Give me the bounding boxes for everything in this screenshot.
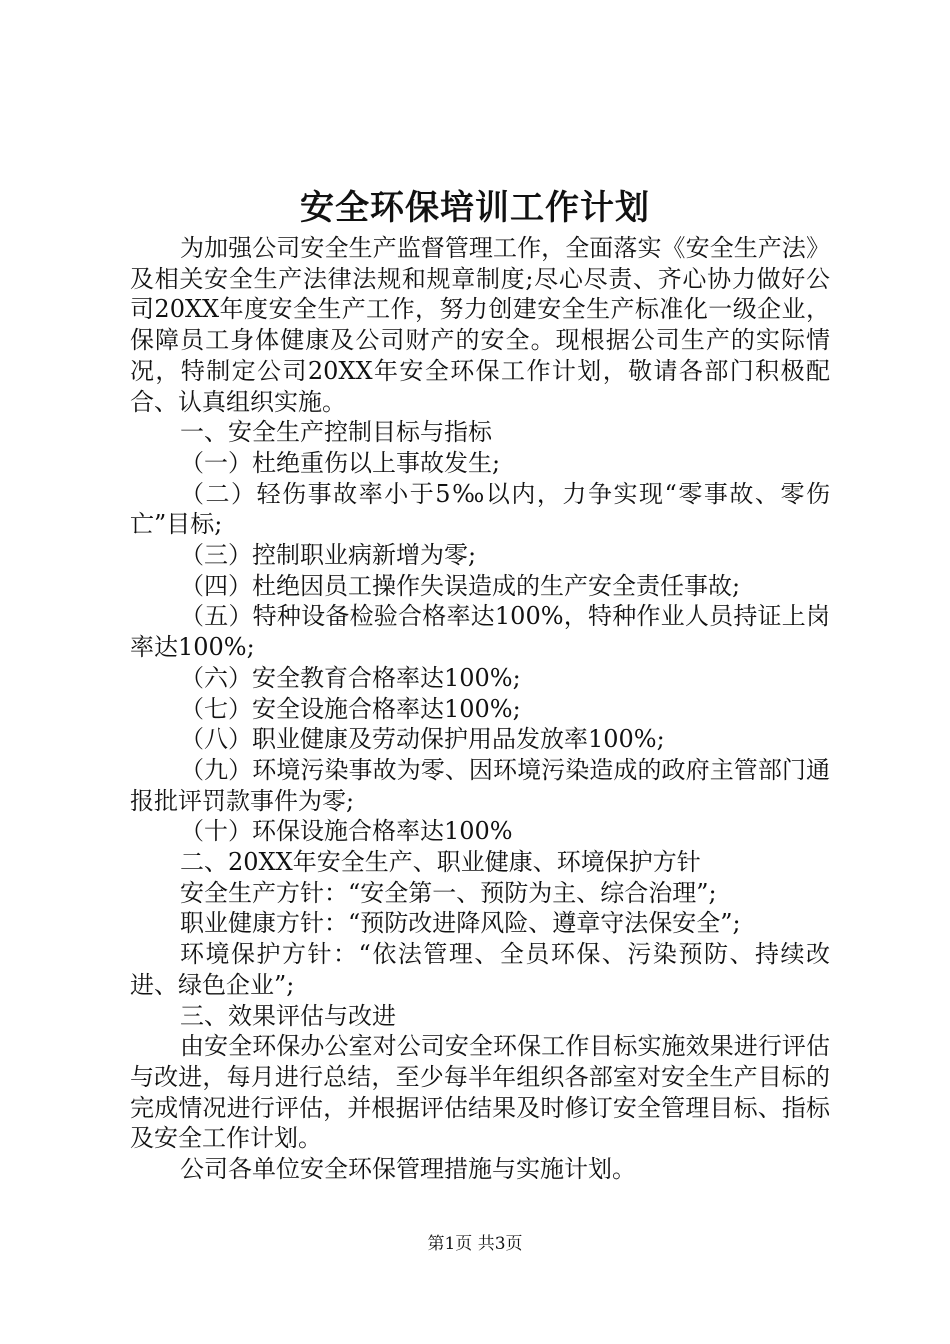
target-item-9: （九）环境污染事故为零、因环境污染造成的政府主管部门通报批评罚款事件为零;	[130, 755, 830, 815]
target-item-7: （七）安全设施合格率达100%;	[180, 694, 521, 723]
target-item-6: （六）安全教育合格率达100%;	[180, 663, 521, 692]
document-body	[130, 233, 830, 1185]
target-item-8: （八）职业健康及劳动保护用品发放率100%;	[180, 725, 665, 754]
evaluation-paragraph: 由安全环保办公室对公司安全环保工作目标实施效果进行评估与改进，每月进行总结，至少每半年组织各部室对安全生产目标的完成情况进行评估，并根据评估结果及时修订安全管理目标、指标及安全工作计划。	[130, 1032, 830, 1153]
section-3-heading: 三、效果评估与改进	[180, 1001, 396, 1030]
health-policy: 职业健康方针：“预防改进降风险、遵章守法保安全”;	[180, 909, 741, 938]
environment-policy: 环境保护方针：“依法管理、全员环保、污染预防、持续改进、绿色企业”;	[130, 940, 830, 999]
section-1-heading: 一、安全生产控制目标与指标	[180, 418, 492, 447]
page-number: 第1页 共3页	[427, 1234, 523, 1254]
target-item-10: （十）环保设施合格率达100%	[180, 817, 513, 846]
target-item-1: （一）杜绝重伤以上事故发生;	[180, 448, 501, 477]
section-2-heading: 二、20XX年安全生产、职业健康、环境保护方针	[180, 848, 701, 877]
target-item-4: （四）杜绝因员工操作失误造成的生产安全责任事故;	[180, 571, 741, 600]
document-title: 安全环保培训工作计划	[300, 188, 650, 228]
intro-paragraph: 为加强公司安全生产监督管理工作，全面落实《安全生产法》及相关安全生产法律法规和规章制度;尽心尽责、齐心协力做好公司20XX年度安全生产工作，努力创建安全生产标准化一级企业，保障员工身体健康及公司财产的安全。现根据公司生产的实际情况，特制定公司20XX年安全环保工作计划，敬请各部门积极配合、认真组织实施。	[130, 234, 830, 416]
closing-paragraph: 公司各单位安全环保管理措施与实施计划。	[180, 1155, 636, 1184]
target-item-5: （五）特种设备检验合格率达100%，特种作业人员持证上岗率达100%;	[130, 602, 830, 662]
target-item-3: （三）控制职业病新增为零;	[180, 541, 477, 570]
target-item-2: （二）轻伤事故率小于5‰以内，力争实现“零事故、零伤亡”目标;	[130, 479, 830, 539]
safety-policy: 安全生产方针：“安全第一、预防为主、综合治理”;	[180, 878, 717, 907]
